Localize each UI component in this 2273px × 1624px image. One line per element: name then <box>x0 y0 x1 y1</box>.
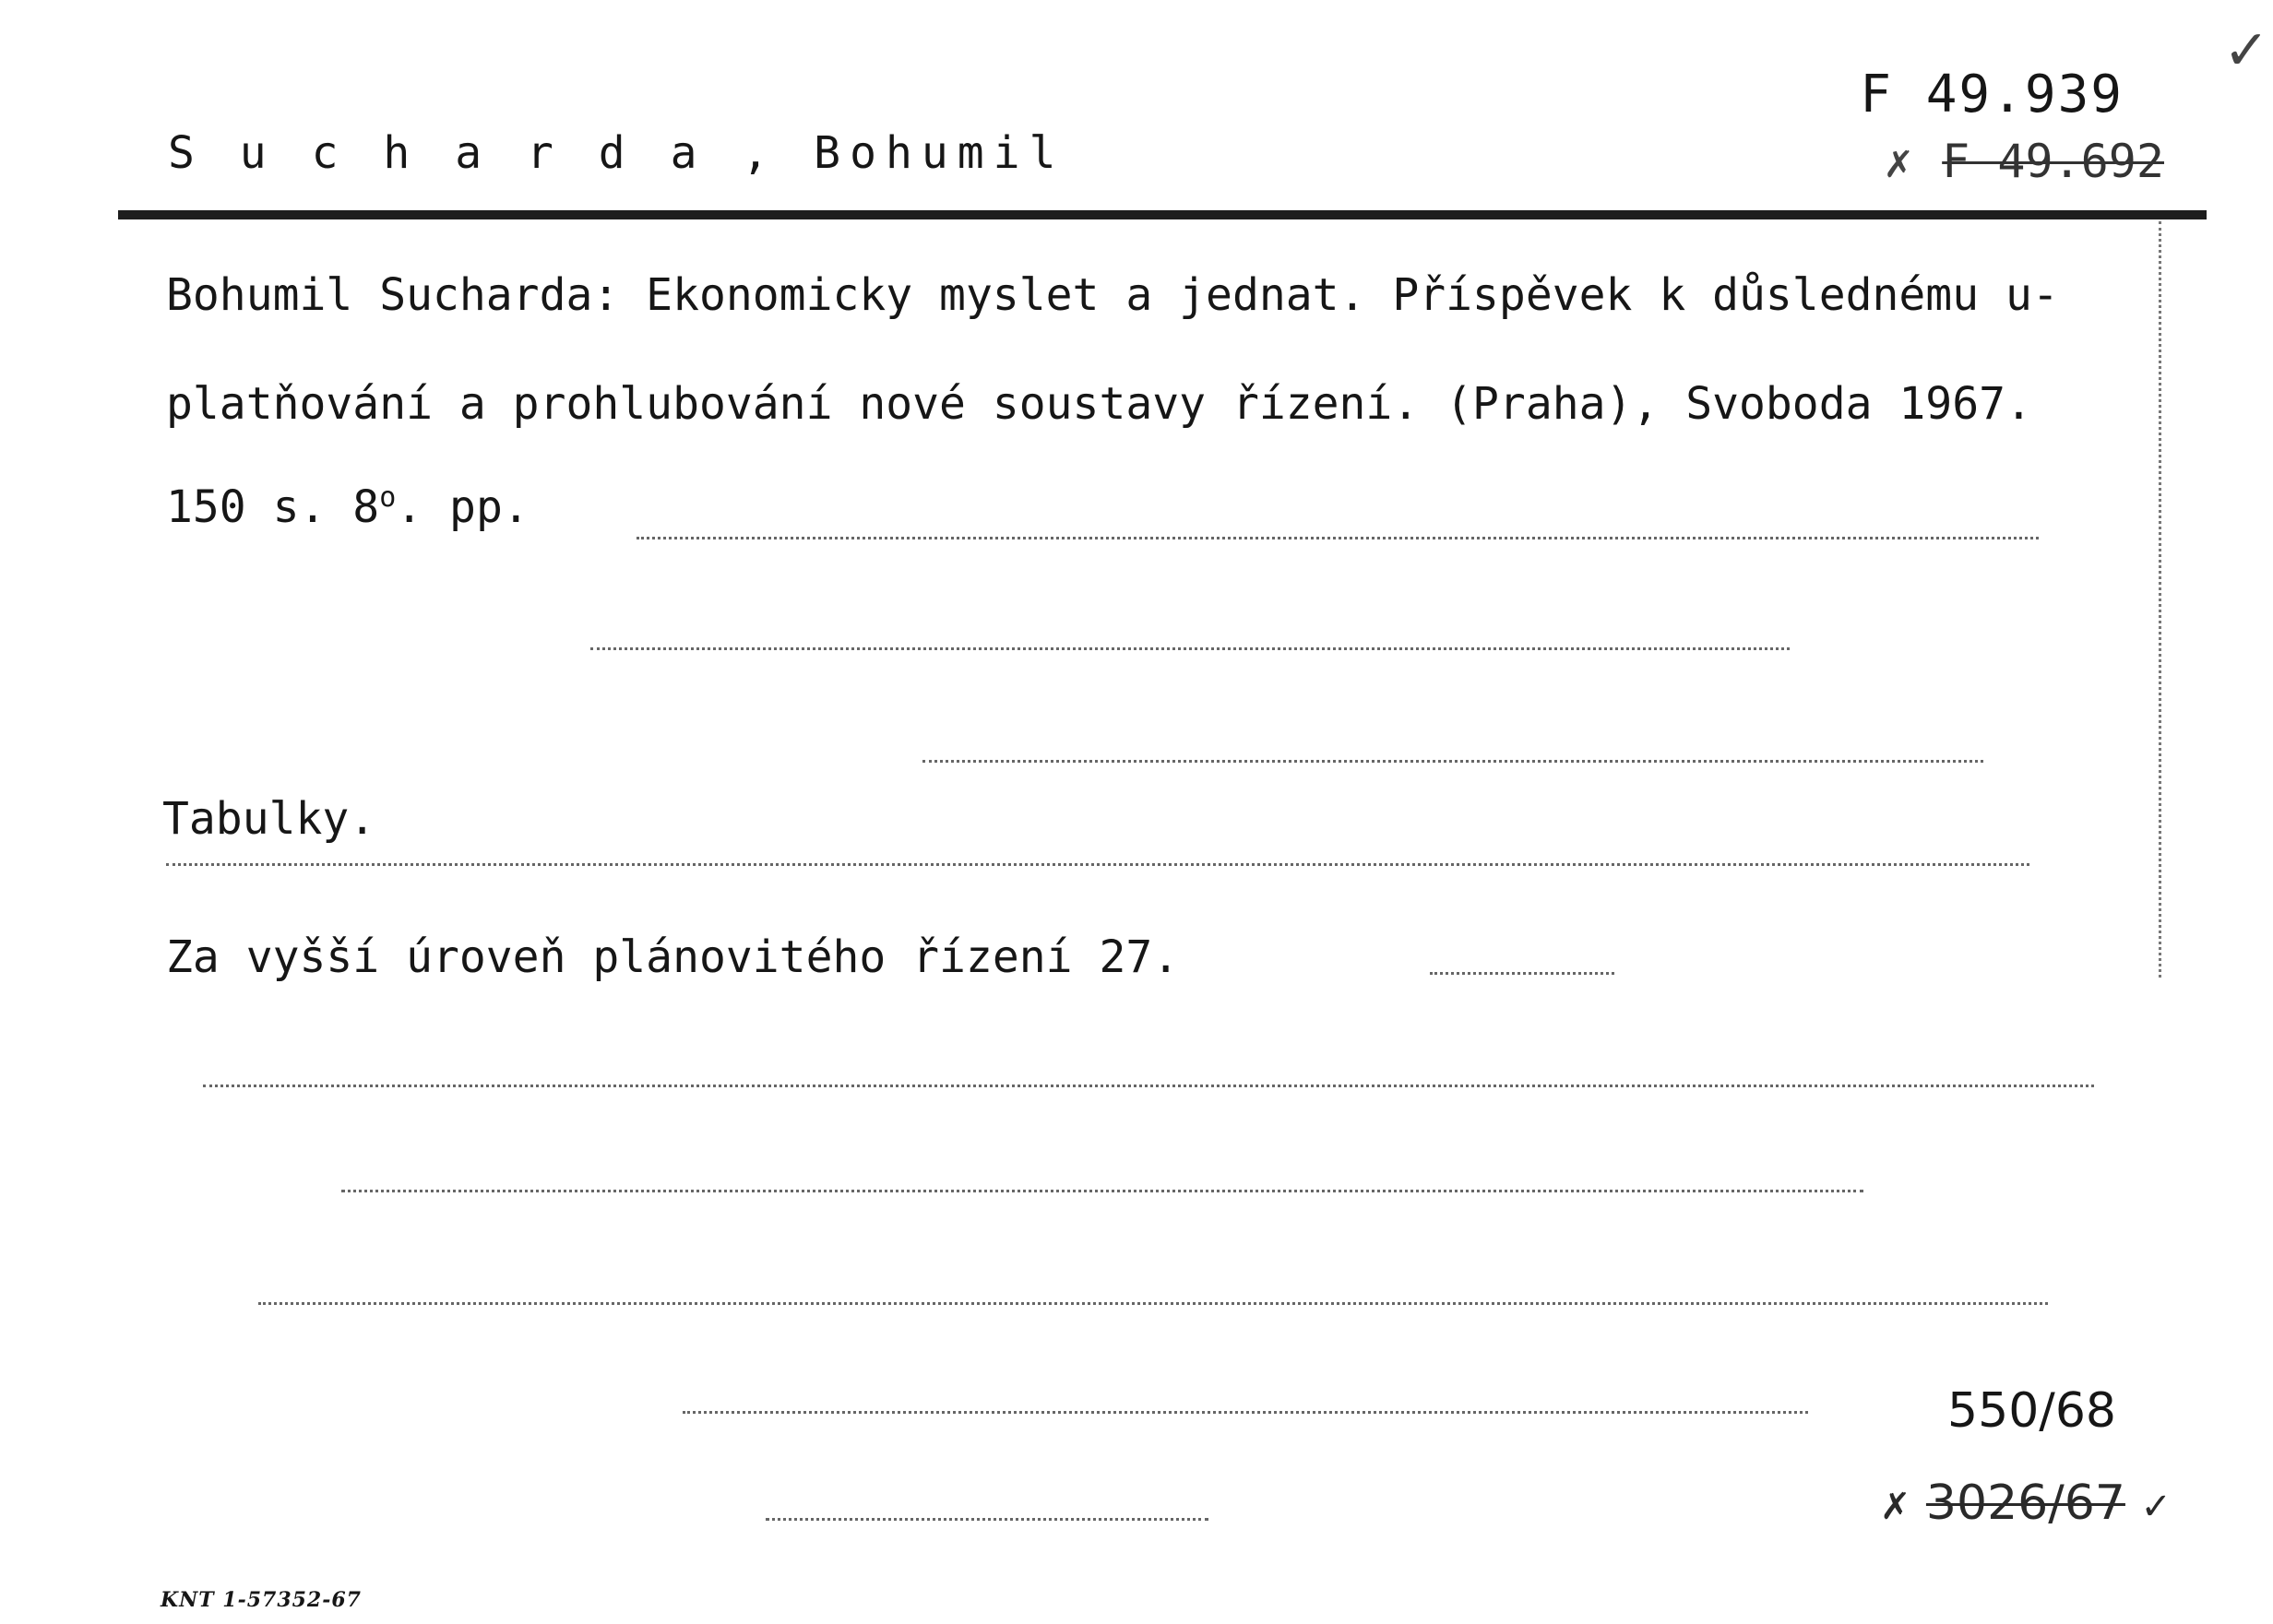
shelf-mark-struck-text: F 49.692 <box>1942 135 2164 188</box>
description-line-2: platňování a prohlubování nové soustavy řízení. (Praha), Svoboda 1967. <box>166 378 2032 430</box>
accession-number-struck-text: 3026/67 <box>1925 1476 2125 1531</box>
guide-line <box>683 1411 1808 1414</box>
guide-line <box>341 1190 1863 1192</box>
guide-line <box>1430 972 1614 975</box>
accession-number: 550/68 <box>1947 1383 2116 1439</box>
description-line-3-end: . pp. <box>396 481 530 533</box>
description-line-1: Bohumil Sucharda: Ekonomicky myslet a jednat. Příspěvek k důslednému u- <box>166 269 2059 321</box>
guide-line <box>166 863 2029 866</box>
guide-line <box>766 1518 1208 1521</box>
guide-line <box>922 760 1983 763</box>
accession-number-struck: ✗ 3026/67 ✓ <box>1879 1476 2172 1531</box>
shelf-mark: F 49.939 <box>1860 65 2124 124</box>
author-heading: S u c h a r d a , Bohumil <box>168 127 1065 179</box>
shelf-mark-struck: ✗ F 49.692 <box>1883 135 2164 188</box>
guide-line <box>637 537 2039 539</box>
heading-rule <box>118 210 2207 219</box>
edge-marks <box>2159 221 2161 978</box>
description-line-3 <box>166 481 530 533</box>
series-note: Za vyšší úroveň plánovitého řízení 27. <box>166 931 1180 983</box>
guide-line <box>590 647 1790 650</box>
tables-note: Tabulky. <box>162 793 376 845</box>
format-degree: o <box>379 481 397 514</box>
description-line-3-base: 150 s. 8 <box>166 481 380 533</box>
guide-line <box>203 1085 2094 1087</box>
corner-check-icon: ✓ <box>2223 18 2270 83</box>
footer-code: KNT 1-57352-67 <box>161 1588 362 1612</box>
guide-line <box>258 1302 2048 1305</box>
